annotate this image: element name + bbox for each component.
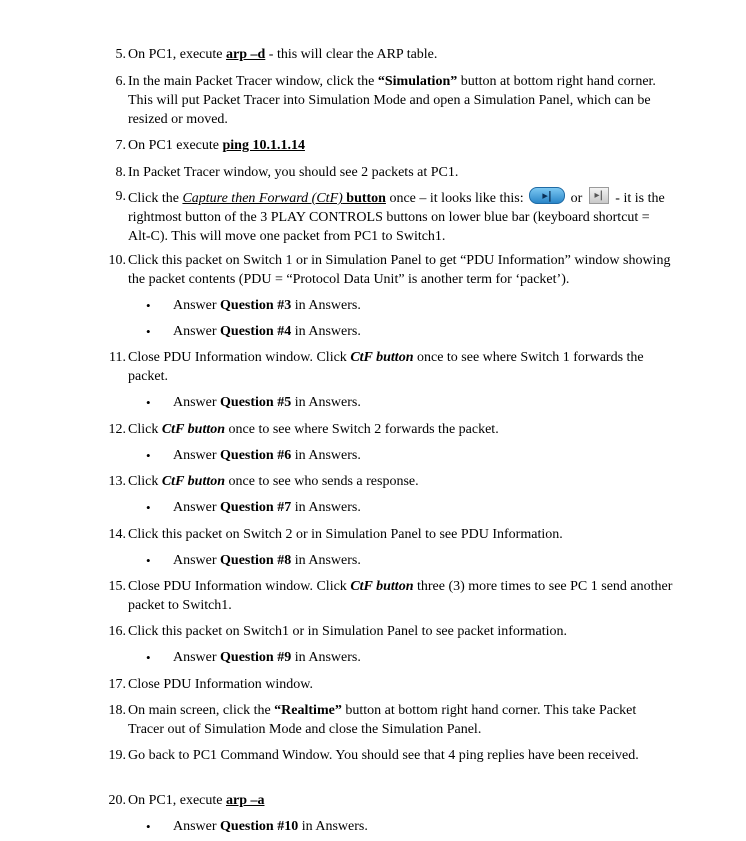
step-number: 11.: [109, 350, 126, 365]
question-ref: Question #6: [220, 448, 292, 463]
step-text: or: [567, 191, 586, 206]
step-number: 15.: [108, 579, 126, 594]
step-19: [104, 746, 674, 765]
step-14: [104, 525, 674, 544]
bullet-icon: •: [146, 650, 151, 665]
step-12: 12. Click CtF button once to see where Switch 2 forwards the packet.: [104, 420, 674, 439]
question-ref: Question #9: [220, 650, 292, 665]
step-20: 20. On PC1, execute arp –a: [104, 791, 674, 810]
step-10: [104, 251, 674, 289]
step-text: On PC1 execute: [128, 138, 223, 153]
command-text: ping 10.1.1.14: [222, 138, 305, 153]
step-number: 7.: [115, 138, 126, 153]
italic-link-text: Capture then Forward (CtF): [182, 191, 343, 206]
step-11: 11. Close PDU Information window. Click CtF button once to see where Switch 1 forwards the packet.: [104, 348, 674, 386]
step-number: 6.: [115, 74, 126, 89]
ctf-button-ref: CtF button: [161, 474, 226, 489]
step-text: Click the: [128, 191, 183, 206]
bullet-icon: •: [146, 448, 151, 463]
step-7: [104, 136, 674, 155]
bullet-icon: •: [146, 324, 151, 339]
question-ref: Question #3: [220, 298, 292, 313]
bullet-icon: •: [146, 395, 151, 410]
ctf-button-ref: CtF button: [350, 579, 414, 594]
step-text: Click this packet on Switch 1 or in Simulation Panel to get “PDU Information” window showing the packet contents (PDU = “Protocol Data Unit” is another term for ‘packet’).: [128, 253, 671, 287]
answer-bullet: • Answer Question #7 in Answers.: [146, 500, 361, 515]
question-ref: Question #5: [220, 395, 292, 410]
step-text: Click this packet on Switch 2 or in Simulation Panel to see PDU Information.: [128, 527, 563, 542]
step-16: [104, 622, 674, 641]
answer-bullet: • Answer Question #10 in Answers.: [146, 819, 368, 834]
step-text: - it is the rightmost button of the 3 PLAY CONTROLS buttons on lower blue bar (keyboard shortcut = Alt-C). This will move one packet from PC1 to Switch1.: [128, 191, 665, 244]
bold-text: “Realtime”: [274, 703, 342, 718]
step-number: 14.: [108, 527, 126, 542]
question-ref: Question #4: [220, 324, 292, 339]
step-number: 10.: [108, 253, 126, 268]
answer-bullet: • Answer Question #9 in Answers.: [146, 650, 361, 665]
command-text: arp –d: [225, 47, 266, 62]
step-number: 18.: [108, 703, 126, 718]
step-number: 16.: [108, 624, 126, 639]
step-text: In the main Packet Tracer window, click the: [128, 74, 378, 89]
bold-text: button: [342, 191, 386, 206]
step-number: 12.: [108, 422, 126, 437]
step-text: Click this packet on Switch1 or in Simulation Panel to see packet information.: [128, 624, 567, 639]
step-text: Close PDU Information window.: [128, 677, 313, 692]
step-number: 9.: [115, 189, 126, 204]
step-number: 17.: [108, 677, 126, 692]
step-number: 13.: [108, 474, 126, 489]
bullet-icon: •: [146, 819, 151, 834]
bullet-icon: •: [146, 553, 151, 568]
step-15: 15. Close PDU Information window. Click CtF button three (3) more times to see PC 1 send another packet to Switch1.: [104, 577, 674, 615]
step-text: once – it looks like this:: [385, 191, 528, 206]
step-5: [104, 45, 674, 64]
capture-forward-blue-icon: [529, 187, 565, 204]
step-18: 18. On main screen, click the “Realtime” button at bottom right hand corner. This take Packet Tracer out of Simulation Mode and close the Simulation Panel.: [104, 701, 674, 739]
capture-forward-gray-icon: [589, 187, 609, 204]
step-number: 19.: [108, 748, 126, 763]
step-number: 5.: [115, 47, 126, 62]
step-text: On PC1, execute: [128, 47, 226, 62]
step-8: [104, 163, 674, 182]
question-ref: Question #10: [220, 819, 299, 834]
question-ref: Question #7: [220, 500, 292, 515]
step-number: 8.: [115, 165, 126, 180]
step-text: Go back to PC1 Command Window. You should see that 4 ping replies have been received.: [128, 748, 639, 763]
answer-bullet: • Answer Question #8 in Answers.: [146, 553, 361, 568]
answer-bullet: • Answer Question #6 in Answers.: [146, 448, 361, 463]
step-number: 20.: [108, 793, 126, 808]
answer-bullet: • Answer Question #4 in Answers.: [146, 324, 361, 339]
ctf-button-ref: CtF button: [161, 422, 226, 437]
question-ref: Question #8: [220, 553, 292, 568]
bold-text: “Simulation”: [377, 74, 458, 89]
step-text: In Packet Tracer window, you should see 2 packets at PC1.: [128, 165, 459, 180]
step-13: 13. Click CtF button once to see who sends a response.: [104, 472, 674, 491]
step-9: [104, 187, 674, 246]
answer-bullet: • Answer Question #5 in Answers.: [146, 395, 361, 410]
bullet-icon: •: [146, 500, 151, 515]
ctf-button-ref: CtF button: [350, 350, 414, 365]
answer-bullet: • Answer Question #3 in Answers.: [146, 298, 361, 313]
step-17: [104, 675, 674, 694]
step-6: [104, 72, 674, 129]
bullet-icon: •: [146, 298, 151, 313]
command-text: arp –a: [225, 793, 265, 808]
step-text: button at bottom right hand corner. This will put Packet Tracer into Simulation Mode and open a Simulation Panel, which can be resized or moved.: [128, 74, 656, 127]
step-text: - this will clear the ARP table.: [265, 47, 438, 62]
